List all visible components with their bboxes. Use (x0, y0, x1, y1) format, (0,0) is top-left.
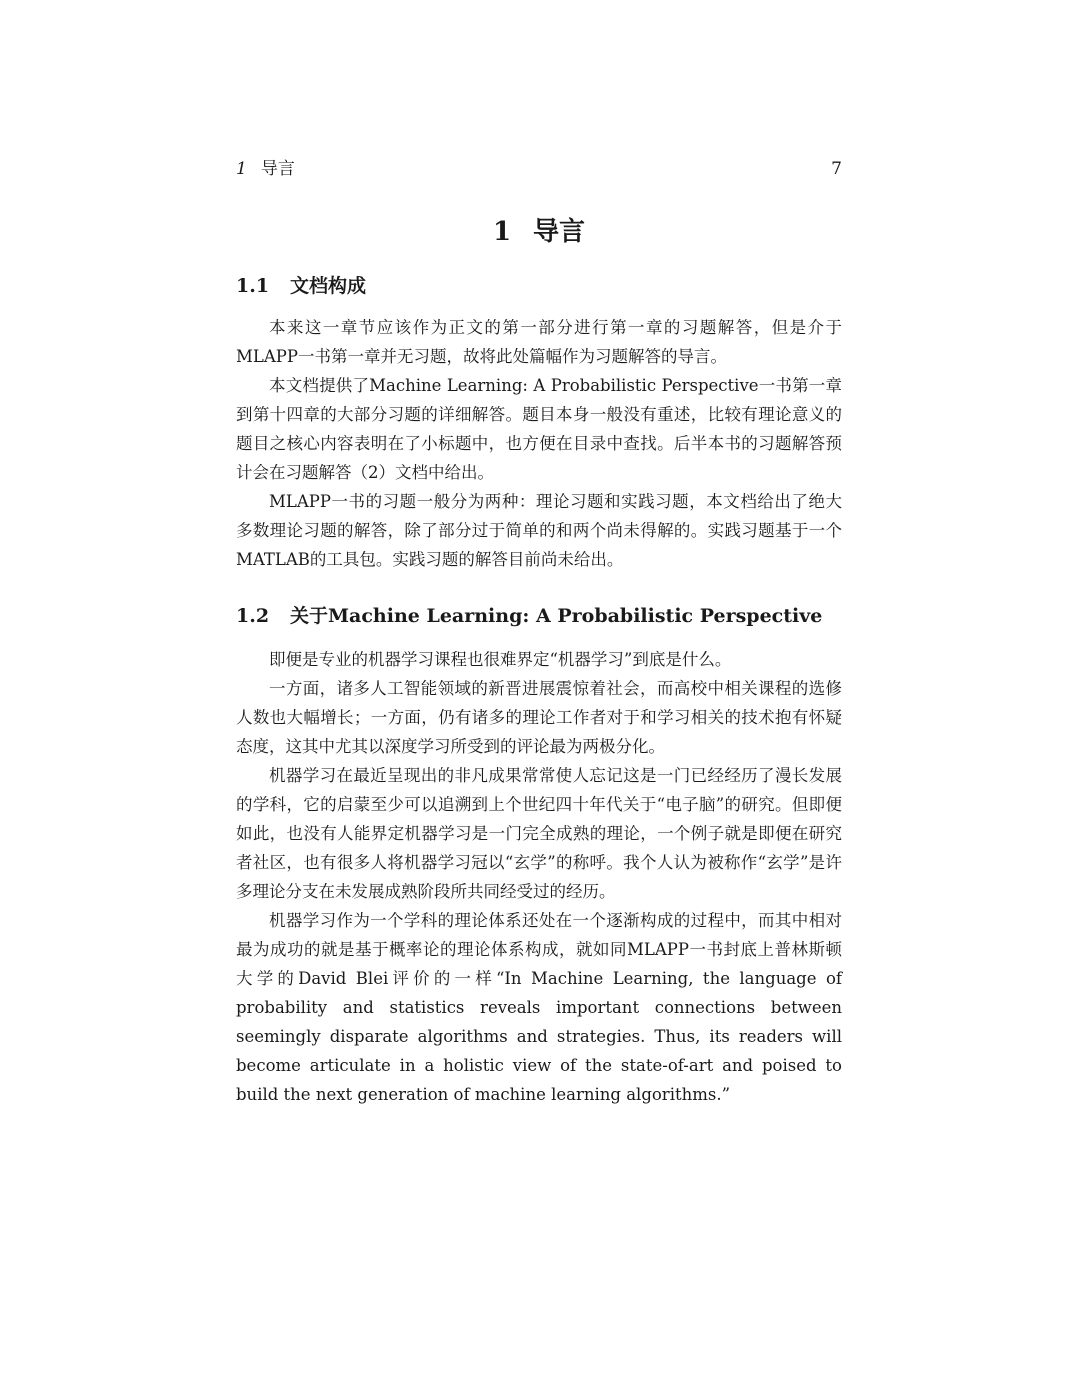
page-number: 7 (831, 159, 842, 179)
paragraph: 一方面，诸多人工智能领域的新晋进展震惊着社会，而高校中相关课程的选修人数也大幅增长；一方面，仍有诸多的理论工作者对于和学习相关的技术抱有怀疑态度，这其中尤其以深度学习所受到的评论最为两极分化。 (236, 679, 842, 756)
paragraph: MLAPP一书的习题一般分为两种：理论习题和实践习题，本文档给出了绝大多数理论习题的解答，除了部分过于简单的和两个尚未得解的。实践习题基于一个MATLAB的工具包。实践习题的解答目前尚未给出。 (236, 492, 842, 569)
paragraph: 即便是专业的机器学习课程也很难界定“机器学习”到底是什么。 (269, 650, 732, 669)
running-header (236, 157, 842, 181)
running-header-left (236, 157, 295, 181)
section-heading (236, 602, 880, 630)
section-number: 1.2 (236, 605, 270, 627)
section-heading (236, 272, 880, 300)
section-body (236, 645, 842, 1109)
section-title-text: 文档构成 (290, 275, 367, 297)
running-header-chapter-title: 导言 (260, 159, 295, 179)
paragraph: 本来这一章节应该作为正文的第一部分进行第一章的习题解答，但是介于MLAPP一书第一章并无习题，故将此处篇幅作为习题解答的导言。 (236, 318, 842, 366)
running-header-chapter-number: 1 (236, 159, 247, 179)
paragraph: 本文档提供了Machine Learning: A Probabilistic Perspective一书第一章到第十四章的大部分习题的详细解答。题目本身一般没有重述，比较有理论意义的题目之核心内容表明在了小标题中，也方便在目录中查找。后半本书的习题解答预计会在习题解答（2）文档中给出。 (236, 376, 842, 482)
chapter-number: 1 (492, 217, 512, 247)
section-body (236, 313, 842, 574)
paragraph: 机器学习在最近呈现出的非凡成果常常使人忘记这是一门已经经历了漫长发展的学科，它的启蒙至少可以追溯到上个世纪四十年代关于“电子脑”的研究。但即便如此，也没有人能界定机器学习是一门完全成熟的理论，一个例子就是即便在研究者社区，也有很多人将机器学习冠以“玄学”的称呼。我个人认为被称作“玄学”是许多理论分支在未发展成熟阶段所共同经受过的经历。 (236, 766, 842, 901)
section-title-text: 关于Machine Learning: A Probabilistic Perspective (290, 605, 823, 627)
section-number: 1.1 (236, 275, 270, 297)
paragraph: 机器学习作为一个学科的理论体系还处在一个逐渐构成的过程中，而其中相对最为成功的就是基于概率论的理论体系构成，就如同MLAPP一书封底上普林斯顿大学的David Blei评价的一样“In Machine Learning, the language of probability and statistics reveals important connections between seemingly disparate algorithms and strategies. Thus, its readers will become articulate in a holistic view of the state-of-art and poised to build the next generation of machine learning algorithms.” (236, 911, 842, 1104)
chapter-title-text: 导言 (533, 217, 586, 247)
chapter-title (236, 214, 842, 250)
